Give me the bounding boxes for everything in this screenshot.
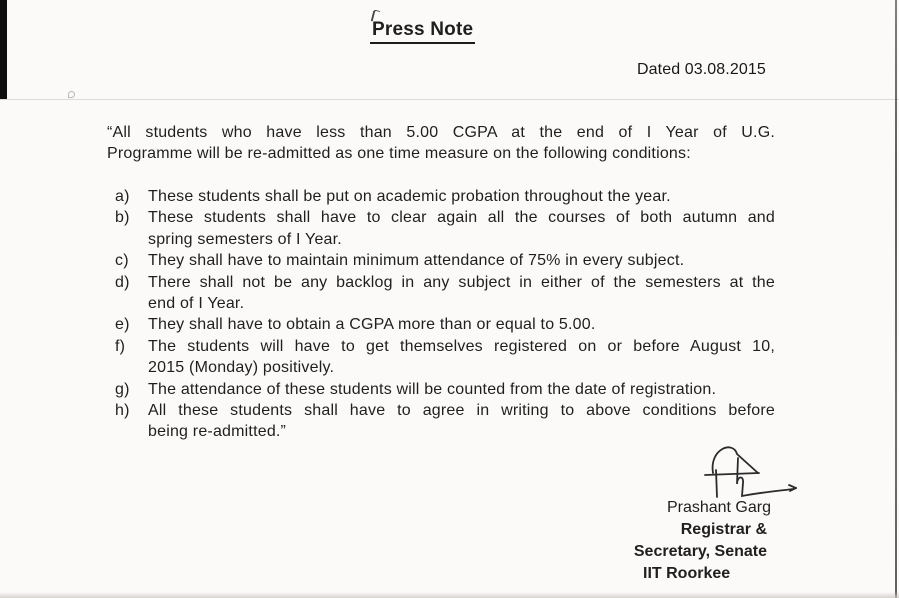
list-item-line: 2015 (Monday) positively. [148, 359, 335, 377]
handwritten-signature [697, 440, 797, 502]
list-item-label: b) [115, 209, 130, 227]
signatory-name: Prashant Garg [666, 499, 771, 516]
list-item-line: The attendance of these students will be counted from the date of registration. [148, 380, 717, 398]
list-item-text [148, 336, 775, 379]
scan-bottom-shadow [0, 592, 899, 598]
list-item-label: f) [115, 337, 126, 355]
intro-line: “All students who have less than 5.00 CGPA at the end of I Year of U.G. [107, 124, 775, 141]
scan-edge-artifact-left [0, 0, 7, 99]
list-item [115, 314, 775, 335]
signatory-organization: IIT Roorkee [643, 565, 731, 582]
list-item [115, 250, 775, 271]
list-item-line: All these students shall have to agree in writing to above conditions before [148, 402, 775, 420]
list-item [115, 186, 775, 207]
list-item-text [148, 400, 775, 443]
list-item-text [148, 379, 775, 400]
signatory-role: Secretary, Senate [633, 543, 767, 560]
list-item-text [148, 207, 775, 250]
list-item [115, 379, 775, 400]
list-item [115, 207, 775, 250]
list-item-line: These students shall have to clear again all the courses of both autumn and [148, 209, 775, 227]
list-item-line: The students will have to get themselves registered on or before August 10, [148, 337, 775, 355]
list-item-label: a) [115, 188, 130, 205]
list-item-line: being re-admitted.” [148, 423, 287, 441]
list-item-text [148, 314, 775, 335]
page-title: Press Note [370, 19, 475, 44]
list-item-line: There shall not be any backlog in any subject in either of the semesters at the [148, 273, 775, 291]
list-item-label: e) [115, 316, 130, 334]
list-item-line: These students shall be put on academic probation throughout the year. [148, 188, 671, 205]
intro-paragraph [107, 122, 775, 165]
list-item-label: g) [115, 380, 130, 398]
list-item-label: h) [115, 402, 130, 420]
list-item-line: end of I Year. [148, 295, 245, 313]
list-item-line: spring semesters of I Year. [148, 230, 342, 248]
list-item [115, 336, 775, 379]
date-line: Dated 03.08.2015 [637, 61, 766, 78]
list-item-text [148, 250, 775, 271]
signatory-role: Registrar & [680, 521, 767, 538]
list-item-line: They shall have to maintain minimum attendance of 75% in every subject. [148, 252, 685, 270]
scan-speck [68, 91, 75, 98]
scan-fold-line [0, 99, 899, 100]
list-item-label: c) [115, 252, 129, 270]
list-item [115, 272, 775, 315]
conditions-list [115, 186, 775, 443]
list-item-label: d) [115, 273, 130, 291]
list-item [115, 400, 775, 443]
list-item-text [148, 186, 775, 207]
list-item-text [148, 272, 775, 315]
intro-line: Programme will be re-admitted as one time measure on the following conditions: [107, 145, 691, 163]
list-item-line: They shall have to obtain a CGPA more than or equal to 5.00. [148, 316, 596, 334]
scan-edge-artifact-right [895, 0, 897, 598]
